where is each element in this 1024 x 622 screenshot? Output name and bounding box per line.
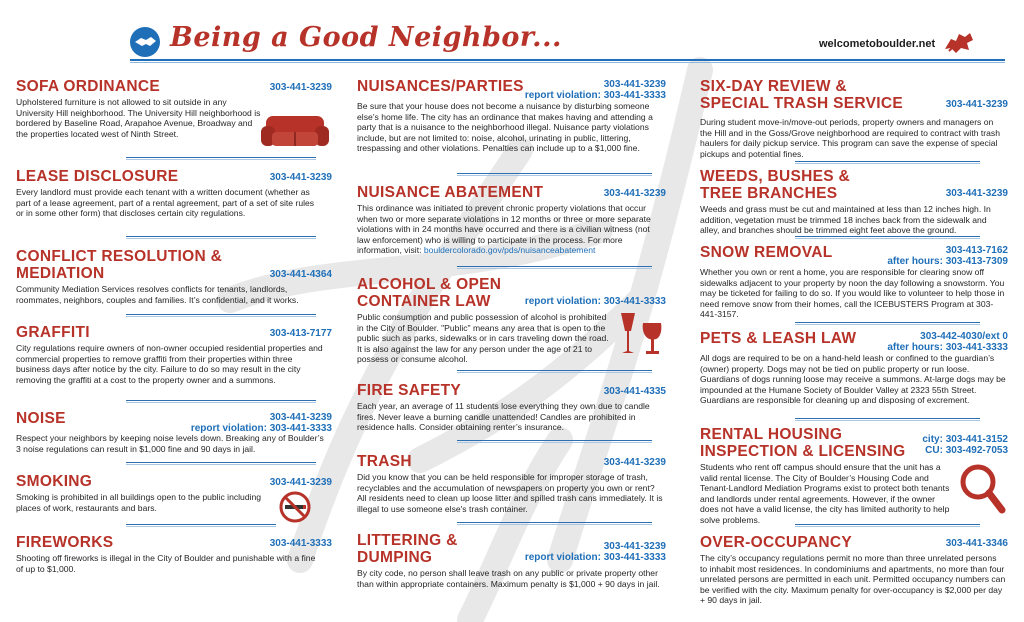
lease-disclosure-section	[16, 168, 332, 219]
section-divider	[126, 524, 276, 525]
trash-section	[357, 453, 666, 514]
report-violation-phone: report violation: 303-441-3333	[524, 296, 666, 307]
section-divider	[126, 400, 316, 401]
header-divider	[130, 59, 1005, 61]
phone-number: 303-441-3239	[603, 457, 666, 468]
section-body: Shooting off fireworks is illegal in the City of Boulder and punishable with a fine of up to $1,000.	[16, 553, 316, 574]
after-hours-phone: after hours: 303-441-3333	[887, 342, 1008, 353]
pets-leash-section	[700, 330, 1008, 406]
phone-number: 303-441-3239	[269, 82, 332, 93]
section-title: LITTERING &	[357, 532, 458, 549]
page-header	[0, 0, 1024, 62]
report-violation-phone: report violation: 303-441-3333	[524, 552, 666, 563]
phone-number: 303-441-4364	[269, 269, 332, 280]
section-divider	[457, 370, 652, 371]
handshake-icon	[130, 27, 160, 57]
section-divider	[126, 314, 316, 315]
section-divider	[457, 522, 652, 523]
snow-removal-section	[700, 244, 1008, 320]
phone-number: 303-441-3346	[945, 538, 1008, 549]
phone-number: 303-441-3239	[603, 541, 666, 552]
section-divider	[795, 524, 980, 525]
section-title: LEASE DISCLOSURE	[16, 168, 179, 185]
section-title: RENTAL HOUSING	[700, 426, 843, 443]
section-title: NUISANCE ABATEMENT	[357, 184, 544, 201]
section-title: CONFLICT RESOLUTION &	[16, 248, 223, 265]
six-day-review-section	[700, 78, 1008, 159]
section-title: ALCOHOL & OPEN	[357, 276, 502, 293]
report-violation-phone: report violation: 303-441-3333	[190, 423, 332, 434]
drink-glasses-icon	[619, 309, 663, 359]
section-body: During student move-in/move-out periods, property owners and managers on the Hill and in the Goss/Grove neighborhood are required to contract with trash haulers for daily pickup service. This program can save the expense of special pickups and potential fines.	[700, 117, 1000, 159]
section-body: The city’s occupancy regulations permit no more than three unrelated persons to inhabit most residences. In condominiums and apartments, no more than four unrelated persons are permitted in each unit. Permitted occupancy numbers can be verified with the city. Maximum penalty for over-occupancy is $2,000 per day + 90 days in jail.	[700, 553, 1006, 606]
section-body: Community Mediation Services resolves conflicts for tenants, landlords, roommates, neighbors, couples and families. It’s confidential, and it works.	[16, 284, 299, 305]
section-title: GRAFFITI	[16, 324, 90, 341]
couch-icon	[260, 112, 330, 152]
section-body: Smoking is prohibited in all buildings open to the public including places of work, restaurants and bars.	[16, 492, 262, 513]
section-body: By city code, no person shall leave trash on any public or private property other than within appropriate containers. Maximum penalty is $1,000 + 90 days in jail.	[357, 568, 660, 589]
section-body: Respect your neighbors by keeping noise levels down. Breaking any of Boulder’s 3 noise regulations can result in $1,000 fine and 90 days in jail.	[16, 433, 324, 454]
phone-number: 303-441-3333	[269, 538, 332, 549]
section-body: Be sure that your house does not become a nuisance by disturbing someone else’s home life. The city has an ordinance that makes having and attending a party that is a nuisance to the neighborhood illegal. Nuisance party violations include, but are not limited to: noise, alcohol, urinating in public, littering, trespassing and other violations. Penalties can include up to a $1,000 fine.	[357, 101, 653, 154]
section-title: FIREWORKS	[16, 534, 114, 551]
report-violation-phone: report violation: 303-441-3333	[524, 90, 666, 101]
phone-number: 303-441-3239	[945, 188, 1008, 199]
magnifying-glass-icon	[958, 462, 1006, 514]
section-title-line2: CONTAINER LAW	[357, 293, 491, 310]
section-body: Upholstered furniture is not allowed to sit outside in any University Hill neighborhood. The University Hill neighborhood is bordered by Baseline Road, Arapahoe Avenue, Broadway and the properties located west of Ninth Street.	[16, 97, 261, 139]
section-title: SNOW REMOVAL	[700, 244, 833, 261]
section-body: Each year, an average of 11 students lose everything they own due to candle fires. Never leave a burning candle unattended! Candles are prohibited in residence halls. Consider obtaining renter’s insurance.	[357, 401, 650, 433]
no-smoking-icon	[278, 490, 312, 524]
colorado-map-icon	[943, 31, 975, 55]
section-title: WEEDS, BUSHES &	[700, 168, 851, 185]
section-title-line2: DUMPING	[357, 549, 433, 566]
phone-number: 303-413-7177	[269, 328, 332, 339]
phone-number: 303-441-3239	[269, 172, 332, 183]
section-divider	[795, 236, 980, 237]
phone-number: 303-441-3239	[269, 477, 332, 488]
section-body: All dogs are required to be on a hand-held leash or confined to the guardian’s (owner) property. Dogs may not be tied on public property or run loose. Guardians of dogs running loose may receive a summons. At-large dogs may be impounded at the Humane Society of Boulder Valley at 2323 55th Street. Guardians are responsible for cleaning up and disposing of excrement.	[700, 353, 1006, 406]
section-title: SIX-DAY REVIEW &	[700, 78, 847, 95]
city-phone: city: 303-441-3152	[922, 434, 1008, 445]
section-body: Students who rent off campus should ensure that the unit has a valid rental license. The City of Boulder’s Housing Code and Tenant-Landlord Mediation Programs exist to protect both tenants and landlords under rental agreements. However, if the owner does not have a valid license, the city has limited authority to help solve problems.	[700, 462, 950, 525]
phone-number: 303-441-3239	[603, 188, 666, 199]
section-title: SMOKING	[16, 473, 93, 490]
after-hours-phone: after hours: 303-413-7309	[887, 256, 1008, 267]
section-title-line2: MEDIATION	[16, 265, 105, 282]
section-divider	[126, 236, 316, 237]
weeds-bushes-section	[700, 168, 1008, 236]
section-divider	[126, 462, 316, 463]
over-occupancy-section	[700, 534, 1008, 606]
littering-dumping-section	[357, 532, 666, 589]
abatement-link[interactable]: bouldercolorado.gov/pds/nuisanceabatement	[423, 245, 596, 256]
section-divider	[126, 157, 316, 158]
section-title: SOFA ORDINANCE	[16, 78, 160, 95]
nuisances-parties-section	[357, 78, 666, 154]
fireworks-section	[16, 534, 332, 574]
phone-number: 303-441-4335	[603, 386, 666, 397]
section-title: NOISE	[16, 410, 66, 427]
section-body: City regulations require owners of non-owner occupied residential properties and commercial properties to remove graffiti from their properties within three business days after notice by the city. Failure to do so may result in the city removing the graffiti at a cost to the property owner and a summons.	[16, 343, 323, 385]
section-title: NUISANCES/PARTIES	[357, 78, 524, 95]
section-body	[357, 203, 663, 256]
section-title: FIRE SAFETY	[357, 382, 462, 399]
section-divider	[795, 322, 980, 323]
section-title-line2: TREE BRANCHES	[700, 185, 838, 202]
section-title-line2: SPECIAL TRASH SERVICE	[700, 95, 903, 112]
section-body: Whether you own or rent a home, you are responsible for clearing snow off sidewalks adjacent to your property by noon the day following a snowstorm. You may be ticketed for failing to do so. If you would like to volunteer to help those in need remove snow from their homes, call the ICEBUSTERS Program at 303-441-3157.	[700, 267, 1005, 320]
cu-phone: CU: 303-492-7053	[925, 445, 1008, 456]
phone-number: 303-442-4030/ext 0	[920, 331, 1008, 342]
section-title: TRASH	[357, 453, 412, 470]
phone-number: 303-413-7162	[945, 245, 1008, 256]
conflict-resolution-section	[16, 248, 332, 305]
phone-number: 303-441-3239	[945, 99, 1008, 110]
section-divider	[795, 161, 980, 162]
section-body: Every landlord must provide each tenant with a written document (whether as part of a lease agreement, part of a rental agreement, part of a set of site rules or in some other form) that discloses certain city regulations.	[16, 187, 315, 219]
section-body: Weeds and grass must be cut and maintained at less than 12 inches high. In addition, vegetation must be trimmed 18 inches back from the sidewalk and alley, and branches should be trimmed eight feet above the ground.	[700, 204, 991, 236]
section-body: Did you know that you can be held responsible for improper storage of trash, recyclables and the accumulation of newspapers on property you own or rent? All residents need to clean up loose litter and spilled trash cans immediately. It is illegal to use someone else's trash container.	[357, 472, 663, 514]
page-title: Being a Good Neighbor...	[170, 22, 562, 53]
section-divider	[795, 418, 980, 419]
section-body: Public consumption and public possession of alcohol is prohibited in the City of Boulder. "Public" means any area that is open to the public such as parks, sidewalks or in cars traveling down the road. It is also against the law for any person under the age of 21 to possess or consume alcohol.	[357, 312, 609, 365]
section-title-line2: INSPECTION & LICENSING	[700, 443, 906, 460]
header-divider-thin	[130, 62, 1005, 63]
fire-safety-section	[357, 382, 666, 433]
body-text: This ordinance was initiated to prevent chronic property violations that occur when two or more separate violations in 12 months or three or more separate violations with in 24 months have occurred and there is a civilian witness (not law enforcement) who is willing to participate in the process. For more information, visit:	[357, 203, 651, 256]
section-divider	[457, 440, 652, 441]
phone-number: 303-441-3239	[603, 79, 666, 90]
section-divider	[457, 266, 652, 267]
section-divider	[457, 173, 652, 174]
section-title: PETS & LEASH LAW	[700, 330, 857, 347]
graffiti-section	[16, 324, 332, 385]
noise-section	[16, 410, 332, 454]
website-link[interactable]: welcometoboulder.net	[819, 38, 936, 50]
section-title: OVER-OCCUPANCY	[700, 534, 853, 551]
nuisance-abatement-section	[357, 184, 666, 256]
phone-number: 303-441-3239	[269, 412, 332, 423]
